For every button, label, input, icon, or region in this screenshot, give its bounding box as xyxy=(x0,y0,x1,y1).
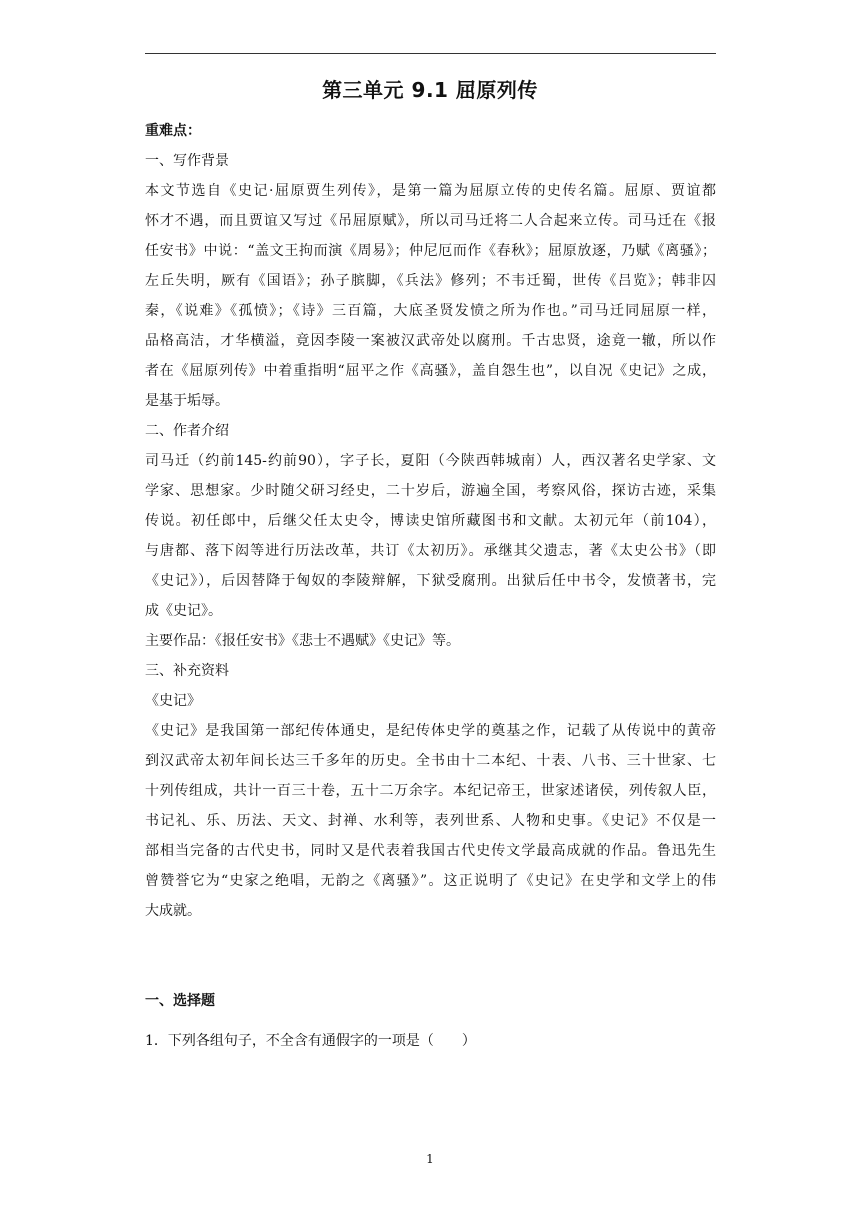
paragraph-line: 秦，《说难》《孤愤》；《诗》三百篇，大底圣贤发愤之所为作也。”司马迁同屈原一样， xyxy=(145,303,716,319)
paragraph-line: 任安书》中说：“盖文王拘而演《周易》；仲尼厄而作《春秋》；屈原放逐，乃赋《离骚》； xyxy=(145,243,716,259)
paragraph-line: 部相当完备的古代史书，同时又是代表着我国古代史传文学最高成就的作品。鲁迅先生 xyxy=(145,843,716,859)
paragraph-line: 《史记》是我国第一部纪传体通史，是纪传体史学的奠基之作，记载了从传说中的黄帝 xyxy=(145,723,716,739)
paragraph-line: 者在《屈原列传》中着重指明“屈平之作《高骚》，盖自怨生也”，以自况《史记》之成， xyxy=(145,363,716,379)
page-number: 1 xyxy=(426,1152,434,1166)
paragraph-line: 与唐都、落下闳等进行历法改革，共订《太初历》。承继其父遗志，著《太史公书》（即 xyxy=(145,543,716,559)
paragraph-line: 传说。初任郎中，后继父任太史令，博读史馆所藏图书和文献。太初元年（前104）， xyxy=(145,513,716,529)
paragraph-line: 成《史记》。 xyxy=(145,603,222,619)
paragraph-line: 司马迁（约前145-约前90），字子长，夏阳（今陕西韩城南）人，西汉著名史学家、文 xyxy=(145,453,716,469)
background-heading: 一、写作背景 xyxy=(145,153,229,169)
paragraph-line: 左丘失明，厥有《国语》；孙子膑脚，《兵法》修列；不韦迁蜀，世传《吕览》；韩非囚 xyxy=(145,273,716,289)
document-body xyxy=(145,116,716,1056)
paragraph-line: 到汉武帝太初年间长达三千多年的历史。全书由十二本纪、十表、八书、三十世家、七 xyxy=(145,753,716,769)
paragraph-line: 是基于垢辱。 xyxy=(145,393,229,409)
section-gap xyxy=(145,1016,716,1026)
author-heading: 二、作者介绍 xyxy=(145,423,229,439)
section-gap xyxy=(145,956,716,986)
paragraph-line: 十列传组成，共计一百三十卷，五十二万余字。本纪记帝王，世家述诸侯，列传叙人臣， xyxy=(145,783,716,799)
background-paragraph xyxy=(145,176,716,416)
paragraph-line: 学家、思想家。少时随父研习经史，二十岁后，游遍全国，考察风俗，探访古迹，采集 xyxy=(145,483,716,499)
shiji-label: 《史记》 xyxy=(145,693,201,709)
paragraph-line: 书记礼、乐、历法、天文、封禅、水利等，表列世系、人物和史事。《史记》不仅是一 xyxy=(145,813,716,829)
paragraph-line: 《史记》），后因替降于匈奴的李陵辩解，下狱受腐刑。出狱后任中书令，发愤著书，完 xyxy=(145,573,716,589)
question-1: 1．下列各组句子，不全含有通假字的一项是（ ） xyxy=(145,1033,476,1049)
works-line: 主要作品：《报任安书》《悲士不遇赋》《史记》等。 xyxy=(145,633,460,649)
paragraph-line: 品格高洁，才华横溢，竟因李陵一案被汉武帝处以腐刑。千古忠贤，途竟一辙，所以作 xyxy=(145,333,716,349)
section-gap xyxy=(145,926,716,956)
key-points-label: 重难点： xyxy=(145,123,201,139)
header-rule xyxy=(145,53,716,54)
paragraph-line: 曾赞誉它为“史家之绝唱，无韵之《离骚》”。这正说明了《史记》在史学和文学上的伟 xyxy=(145,873,716,889)
paragraph-line: 怀才不遇，而且贾谊又写过《吊屈原赋》，所以司马迁将二人合起来立传。司马迁在《报 xyxy=(145,213,716,229)
paragraph-line: 大成就。 xyxy=(145,903,201,919)
supplement-heading: 三、补充资料 xyxy=(145,663,229,679)
author-paragraph xyxy=(145,446,716,626)
shiji-paragraph xyxy=(145,716,716,926)
page-title: 第三单元 9.1 屈原列传 xyxy=(322,78,538,102)
paragraph-line: 本文节选自《史记·屈原贾生列传》，是第一篇为屈原立传的史传名篇。屈原、贾谊都 xyxy=(145,183,716,199)
exercises-heading: 一、选择题 xyxy=(145,993,215,1009)
